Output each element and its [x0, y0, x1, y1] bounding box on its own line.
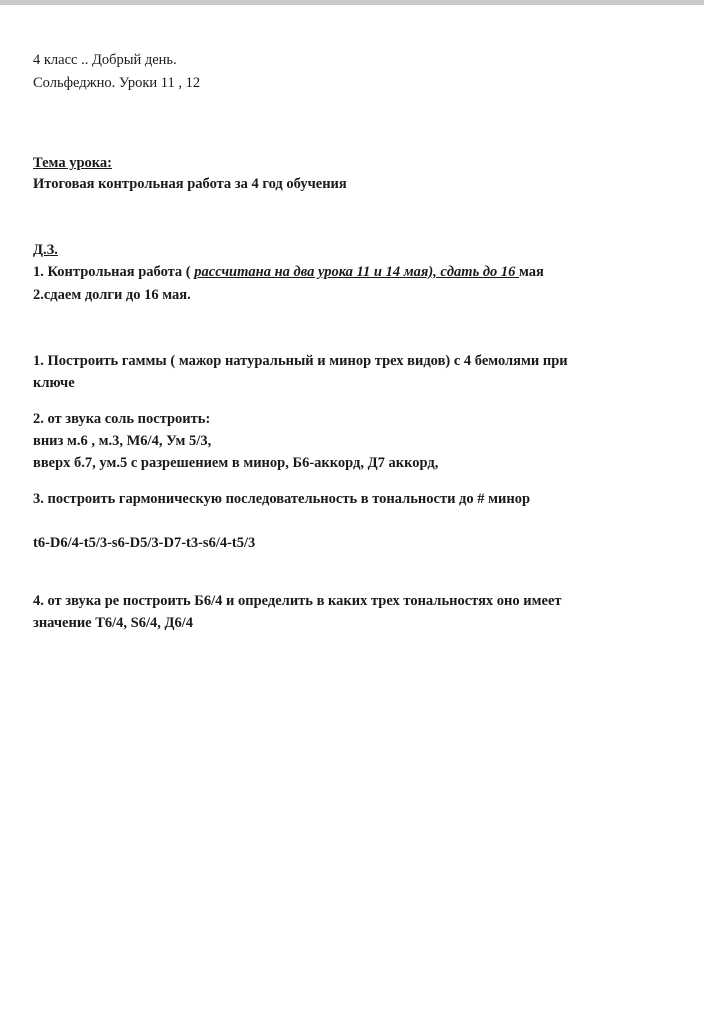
page-top-edge	[0, 0, 704, 5]
task-1-line-1: 1. Построить гаммы ( мажор натуральный и минор трех видов) с 4 бемолями при	[33, 353, 568, 369]
homework-label: Д.З.	[33, 242, 58, 258]
homework-item-1-italic: рассчитана на два урока 11 и 14 мая), сдать до 16	[194, 264, 520, 280]
task-1-line-2: ключе	[33, 375, 75, 391]
homework-item-1-suffix: мая	[519, 264, 544, 280]
task-3-line-1: 3. построить гармоническую последовательность в тональности до # минор	[33, 491, 531, 507]
homework-item-1	[33, 263, 544, 281]
task-2-line-1: 2. от звука соль построить:	[33, 411, 211, 427]
task-4-line-2: значение Т6/4, S6/4, Д6/4	[33, 615, 194, 631]
homework-item-2: 2.сдаем долги до 16 мая.	[33, 287, 191, 303]
topic-title: Итоговая контрольная работа за 4 год обучения	[33, 176, 347, 192]
header-line-2: Сольфеджно. Уроки 11 , 12	[33, 75, 201, 91]
topic-label: Тема урока:	[33, 155, 112, 171]
header-line-1: 4 класс .. Добрый день.	[33, 52, 177, 68]
task-2-line-2: вниз м.6 , м.3, М6/4, Ум 5/3,	[33, 433, 212, 449]
task-2-line-3: вверх б.7, ум.5 с разрешением в минор, Б6-аккорд, Д7 аккорд,	[33, 455, 439, 471]
task-3-sequence: t6-D6/4-t5/3-s6-D5/3-D7-t3-s6/4-t5/3	[33, 535, 256, 551]
task-4-line-1: 4. от звука ре построить Б6/4 и определить в каких трех тональностях оно имеет	[33, 593, 562, 609]
homework-item-1-prefix: 1. Контрольная работа (	[33, 264, 195, 280]
